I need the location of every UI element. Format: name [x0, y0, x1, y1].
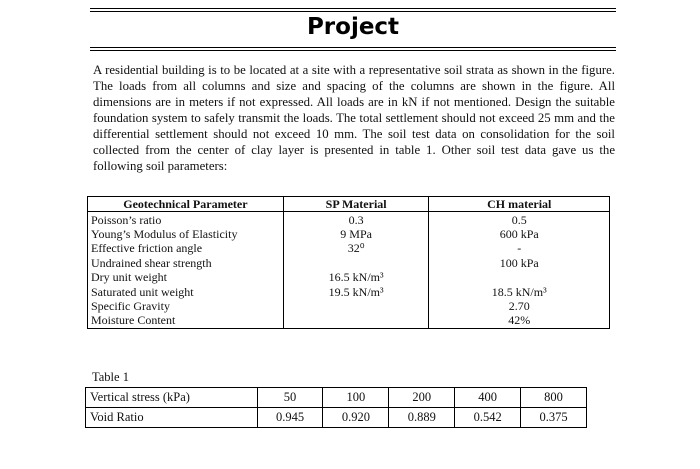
void-ratio-value: 0.945: [257, 408, 323, 428]
ch-value: 0.5: [429, 212, 610, 227]
ch-value: [429, 270, 610, 284]
sp-value: [283, 313, 429, 328]
table-row: [86, 388, 587, 408]
page-title: Project: [306, 14, 400, 40]
title-rule-1: [90, 47, 616, 48]
void-ratio-value: 0.542: [455, 408, 521, 428]
sp-value: 32⁰: [283, 241, 429, 255]
table-row: [88, 256, 610, 270]
ch-value: 600 kPa: [429, 227, 610, 241]
header-cell: Geotechnical Parameter: [88, 197, 284, 212]
sp-value: 9 MPa: [283, 227, 429, 241]
title-rule-2: [90, 50, 616, 51]
table-row: [88, 241, 610, 255]
table-caption: Table 1: [92, 370, 129, 384]
sp-value: 19.5 kN/m³: [283, 284, 429, 298]
parameter-name: Poisson’s ratio: [88, 212, 284, 227]
void-ratio-value: 0.375: [521, 408, 587, 428]
table-row: [88, 227, 610, 241]
parameter-name: Specific Gravity: [88, 299, 284, 313]
ch-value: 18.5 kN/m³: [429, 284, 610, 298]
geotechnical-parameters-table: [87, 196, 610, 329]
parameter-name: Saturated unit weight: [88, 284, 284, 298]
parameter-name: Undrained shear strength: [88, 256, 284, 270]
ch-value: 100 kPa: [429, 256, 610, 270]
parameter-name: Moisture Content: [88, 313, 284, 328]
stress-value: 400: [455, 388, 521, 408]
header-cell: CH material: [429, 197, 610, 212]
table-row: [88, 270, 610, 284]
sp-value: 0.3: [283, 212, 429, 227]
table-row: [86, 408, 587, 428]
row-label: Vertical stress (kPa): [86, 388, 258, 408]
parameter-name: Dry unit weight: [88, 270, 284, 284]
parameter-name: Young’s Modulus of Elasticity: [88, 227, 284, 241]
sp-value: 16.5 kN/m³: [283, 270, 429, 284]
project-description: A residential building is to be located at a site with a representative soil strata as shown in the figure. The loads from all columns and size and spacing of the columns are shown in the figure. All dimensions are in meters if not expressed. All loads are in kN if not mentioned. Design the suitable foundation system to safely transmit the loads. The total settlement should not exceed 25 mm and the differential settlement should not exceed 10 mm. The soil test data on consolidation for the soil collected from the center of clay layer is presented in table 1. Other soil test data gave us the following soil parameters:: [93, 63, 615, 173]
parameter-name: Effective friction angle: [88, 241, 284, 255]
row-label: Void Ratio: [86, 408, 258, 428]
header-cell: SP Material: [283, 197, 429, 212]
top-rule-1: [90, 8, 616, 9]
ch-value: 42%: [429, 313, 610, 328]
sp-value: [283, 299, 429, 313]
ch-value: -: [429, 241, 610, 255]
void-ratio-value: 0.889: [389, 408, 455, 428]
consolidation-table: [85, 387, 587, 428]
table-row: [88, 313, 610, 328]
sp-value: [283, 256, 429, 270]
table-header-row: [88, 197, 610, 212]
stress-value: 50: [257, 388, 323, 408]
table-row: [88, 212, 610, 227]
table-row: [88, 284, 610, 298]
table-row: [88, 299, 610, 313]
ch-value: 2.70: [429, 299, 610, 313]
void-ratio-value: 0.920: [323, 408, 389, 428]
stress-value: 100: [323, 388, 389, 408]
stress-value: 200: [389, 388, 455, 408]
stress-value: 800: [521, 388, 587, 408]
top-rule-2: [90, 11, 616, 12]
